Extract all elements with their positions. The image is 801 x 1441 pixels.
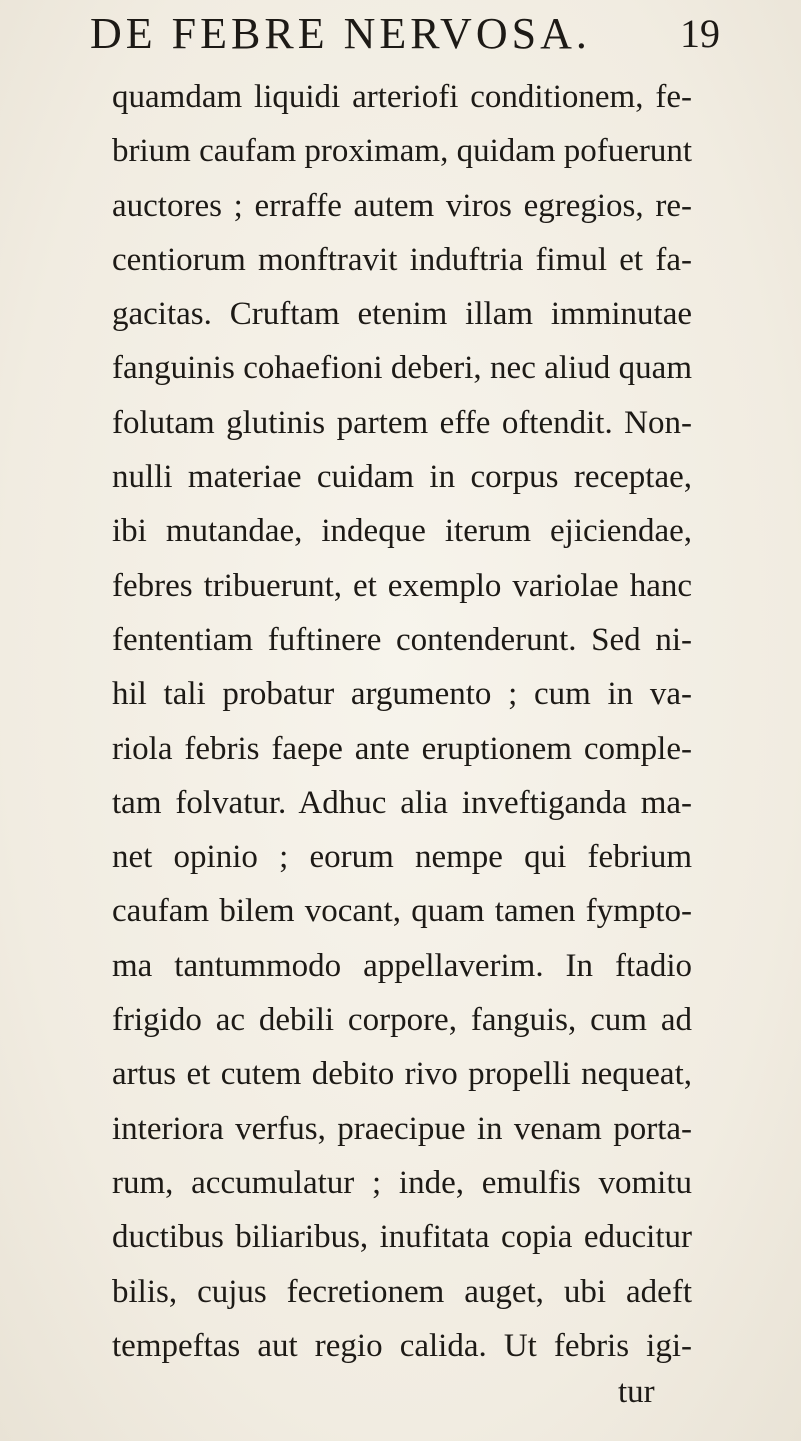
catchword: tur — [618, 1374, 655, 1410]
text-line: nulli materiae cuidam in corpus receptae, — [112, 459, 692, 496]
text-line: ductibus biliaribus, inufitata copia educitur — [112, 1219, 692, 1256]
text-line: folutam glutinis partem effe oftendit. Non- — [112, 404, 692, 441]
text-line: artus et cutem debito rivo propelli nequeat, — [112, 1056, 692, 1093]
text-line: fententiam fuftinere contenderunt. Sed ni- — [112, 621, 692, 658]
text-line: ibi mutandae, indeque iterum ejiciendae, — [112, 513, 692, 550]
text-line: rum, accumulatur ; inde, emulfis vomitu — [112, 1164, 692, 1201]
text-line: hil tali probatur argumento ; cum in va- — [112, 676, 692, 713]
text-line: gacitas. Cruftam etenim illam imminutae — [112, 296, 692, 333]
text-line: febres tribuerunt, et exemplo variolae hanc — [112, 567, 692, 604]
text-line: centiorum monftravit induftria fimul et fa- — [112, 241, 692, 278]
text-line: fanguinis cohaefioni deberi, nec aliud quam — [112, 350, 692, 387]
text-line: ma tantummodo appellaverim. In ftadio — [112, 947, 692, 984]
text-line: tempeftas aut regio calida. Ut febris igi- — [112, 1327, 692, 1364]
text-line: frigido ac debili corpore, fanguis, cum ad — [112, 1002, 692, 1039]
text-line: quamdam liquidi arteriofi conditionem, fe- — [112, 79, 692, 115]
running-head: DE FEBRE NERVOSA. — [90, 9, 591, 58]
page-header — [90, 6, 720, 62]
text-line: brium caufam proximam, quidam pofuerunt — [112, 133, 693, 170]
text-line: interiora verfus, praecipue in venam porta- — [112, 1110, 692, 1147]
body-text — [112, 70, 692, 1373]
text-line: net opinio ; eorum nempe qui febrium — [112, 839, 692, 876]
page-number: 19 — [680, 11, 720, 56]
text-line: auctores ; erraffe autem viros egregios, re- — [112, 187, 692, 224]
text-line: tam folvatur. Adhuc alia inveftiganda ma- — [112, 784, 692, 821]
text-line: bilis, cujus fecretionem auget, ubi adeft — [112, 1273, 692, 1310]
text-line: riola febris faepe ante eruptionem comple- — [112, 730, 692, 767]
text-line: caufam bilem vocant, quam tamen fympto- — [112, 893, 692, 930]
